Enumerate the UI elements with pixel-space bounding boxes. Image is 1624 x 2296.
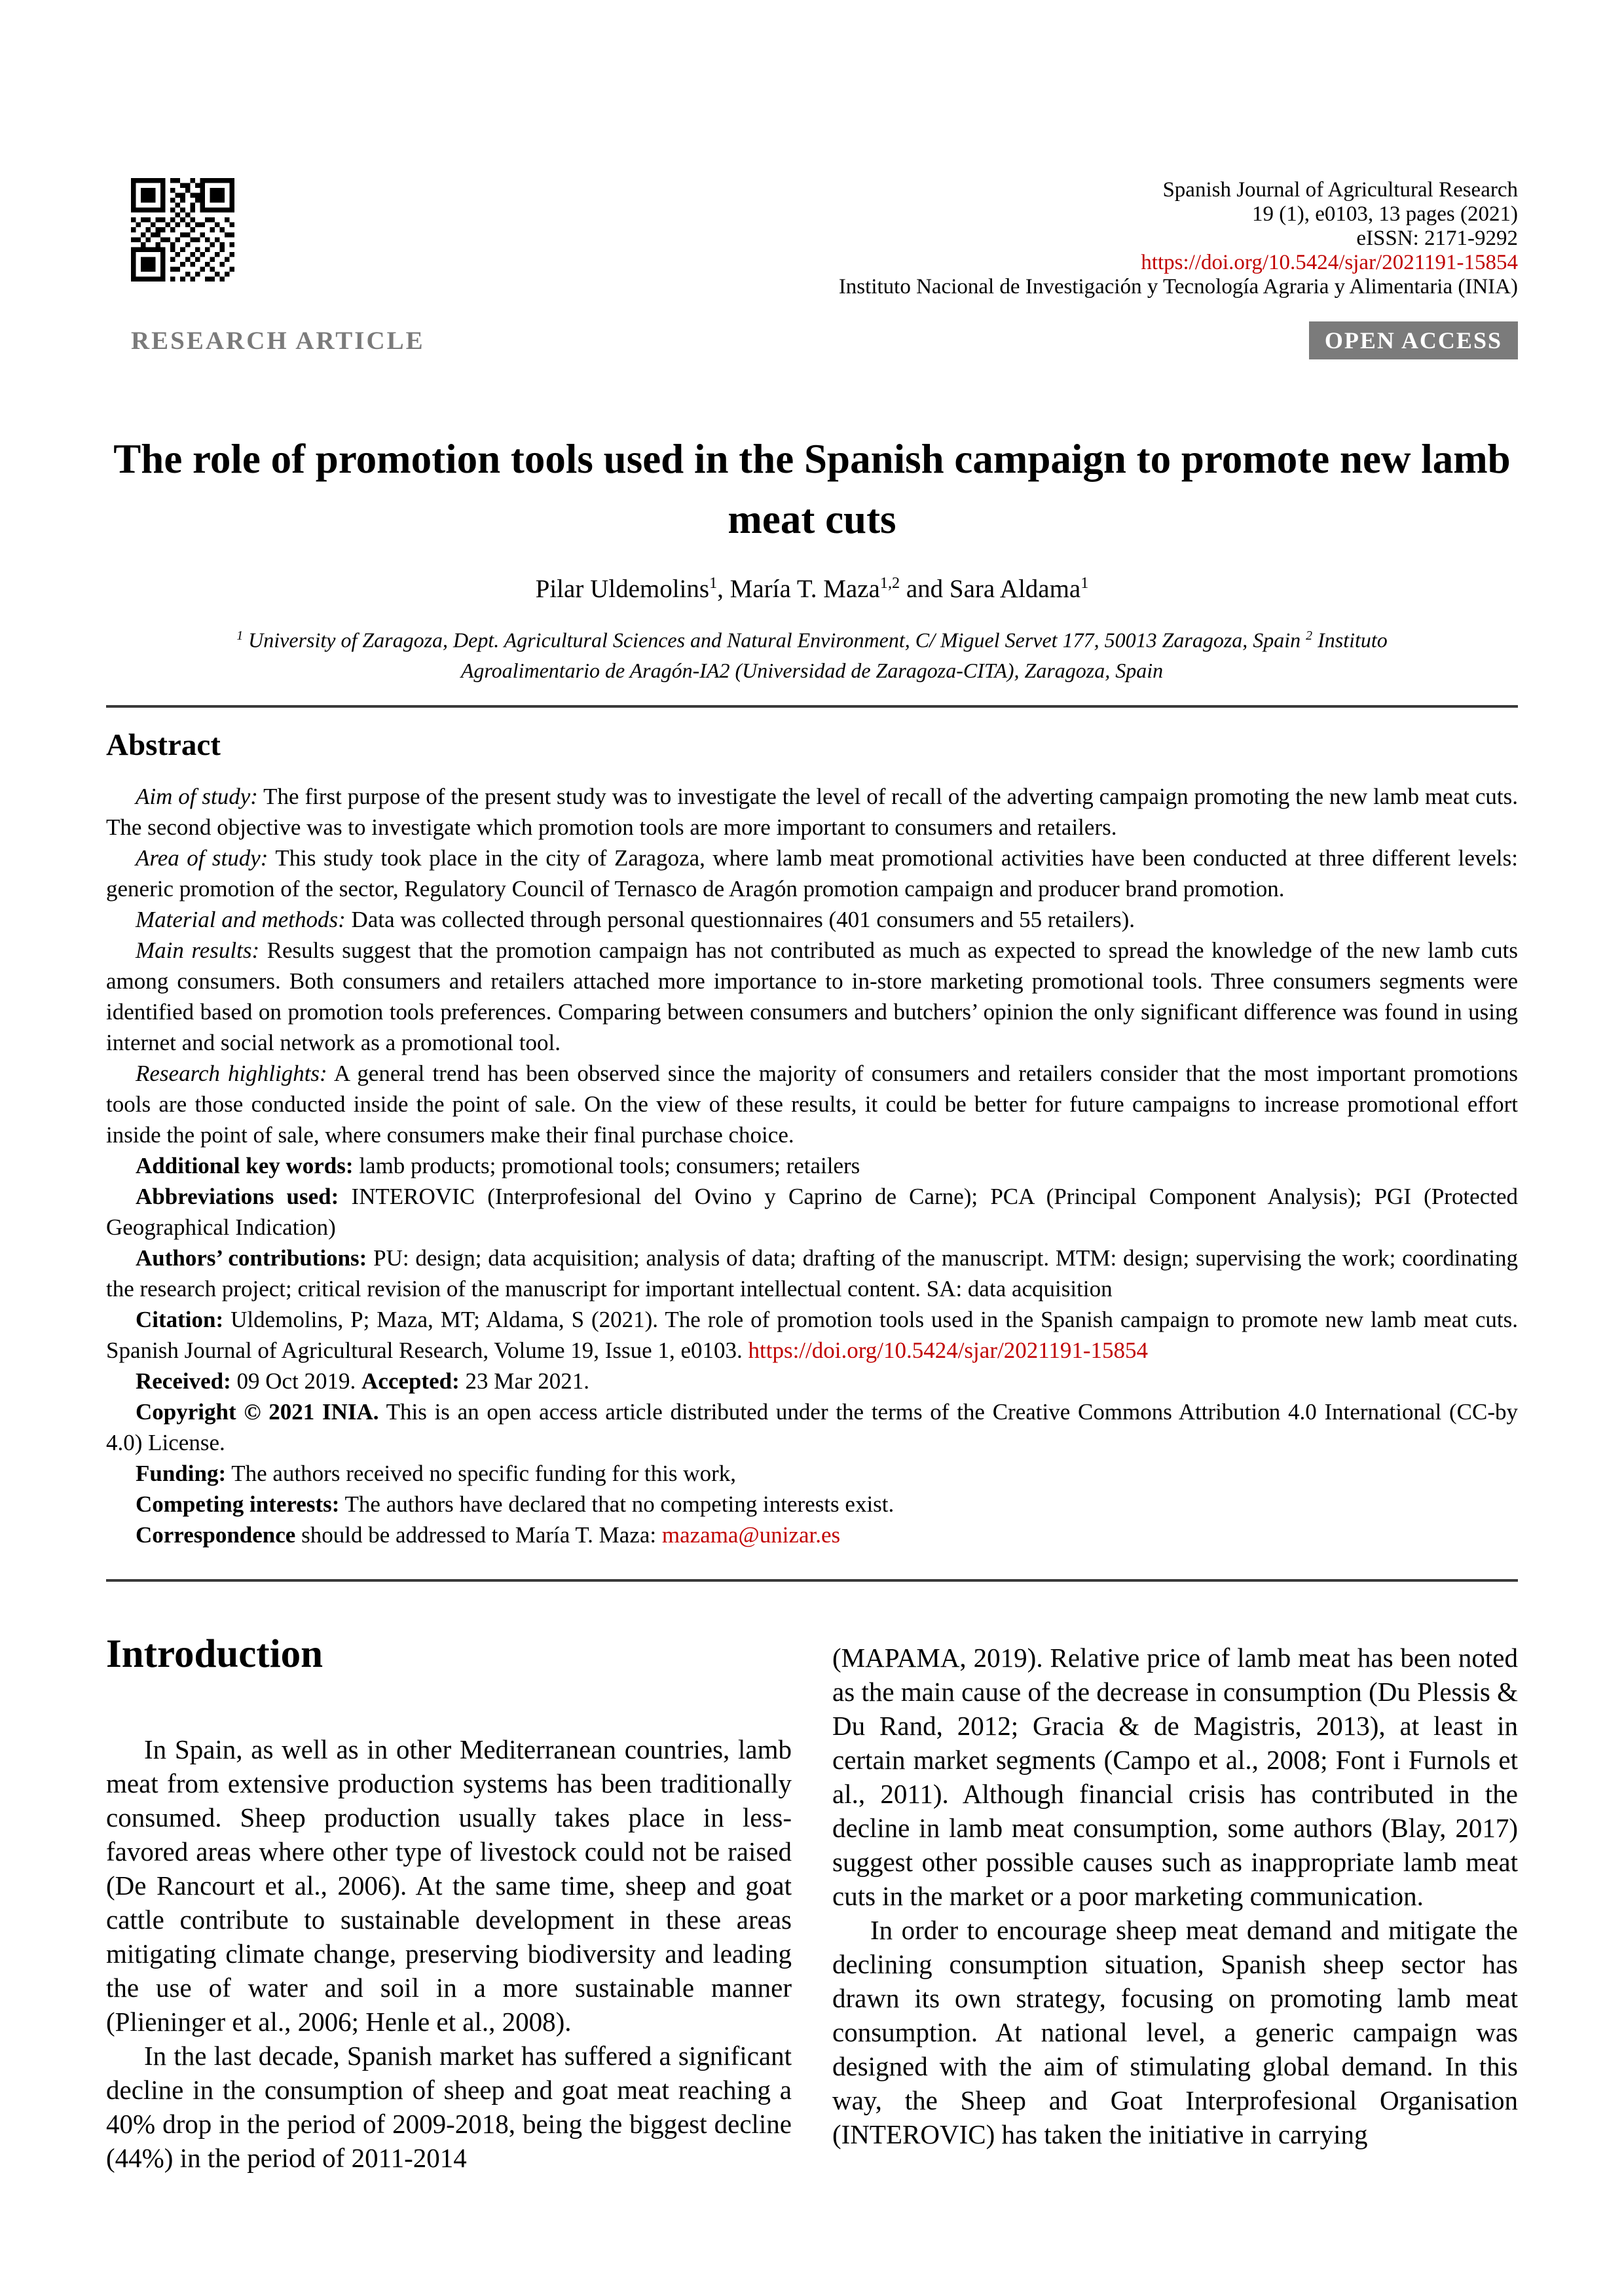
area-label: Area of study: xyxy=(136,845,268,871)
abstract-main-results xyxy=(106,935,1518,1058)
author-sup-3: 1 xyxy=(1080,574,1089,592)
intro-right-column xyxy=(832,1631,1518,2151)
affiliation-text-1: University of Zaragoza, Dept. Agricultural Sciences and Natural Environment, C/ Miguel Servet 177, 50013 Zaragoza, Spain xyxy=(243,628,1306,652)
qr-code-icon xyxy=(131,178,234,282)
author-name-3: Sara Aldama xyxy=(949,575,1081,603)
contributions-label: Authors’ contributions: xyxy=(136,1245,367,1271)
affiliation-text-2: Instituto Agroalimentario de Aragón-IA2 (Universidad de Zaragoza-CITA), Zaragoza, Spain xyxy=(460,628,1388,682)
accepted-label: Accepted: xyxy=(361,1368,460,1394)
authors-line xyxy=(106,574,1518,604)
author-name-2: María T. Maza xyxy=(729,575,880,603)
abstract-material xyxy=(106,904,1518,935)
material-text: Data was collected through personal questionnaires (401 consumers and 55 retailers). xyxy=(345,906,1135,932)
correspondence-email-link[interactable]: mazama@unizar.es xyxy=(661,1522,841,1548)
author-sup-1: 1 xyxy=(709,574,718,592)
article-type-row xyxy=(106,321,1518,359)
accepted-date: 23 Mar 2021. xyxy=(459,1368,590,1394)
abstract-funding xyxy=(106,1458,1518,1489)
divider-top xyxy=(106,705,1518,708)
doi-link[interactable]: https://doi.org/10.5424/sjar/2021191-15854 xyxy=(1141,251,1518,274)
abstract-competing xyxy=(106,1489,1518,1520)
intro-paragraph-3: (MAPAMA, 2019). Relative price of lamb meat has been noted as the main cause of the decrease in consumption (Du Plessis & Du Rand, 2012; Gracia & de Magistris, 2013), at least in certain market segments (Campo et al., 2008; Font i Furnols et al., 2011). Although financial crisis has contributed in the decline in lamb meat consumption, some authors (Blay, 2017) suggest other possible causes such as inappropriate lamb meat cuts in the market or a poor marketing communication. xyxy=(832,1642,1518,1911)
received-date: 09 Oct 2019. xyxy=(231,1368,362,1394)
open-access-badge: OPEN ACCESS xyxy=(1309,321,1518,359)
abstract-aim xyxy=(106,781,1518,843)
abbreviations-text: INTEROVIC (Interprofesional del Ovino y Caprino de Carne); PCA (Principal Component Analysis); PGI (Protected Geographical Indication) xyxy=(106,1183,1519,1240)
abstract-abbreviations xyxy=(106,1181,1518,1243)
competing-text: The authors have declared that no competing interests exist. xyxy=(339,1491,895,1517)
journal-institute: Instituto Nacional de Investigación y Tecnología Agraria y Alimentaria (INIA) xyxy=(838,275,1518,299)
journal-name: Spanish Journal of Agricultural Research xyxy=(1162,178,1518,202)
author-name-1: Pilar Uldemolins xyxy=(535,575,710,603)
journal-info-block xyxy=(839,178,1518,299)
affiliations-line xyxy=(106,621,1518,685)
highlights-label: Research highlights: xyxy=(136,1060,327,1086)
main-results-label: Main results: xyxy=(136,937,260,963)
funding-label: Funding: xyxy=(136,1460,227,1486)
journal-issue: 19 (1), e0103, 13 pages (2021) xyxy=(1252,202,1518,226)
abstract-heading: Abstract xyxy=(106,727,221,762)
funding-text: The authors received no specific funding for this work, xyxy=(226,1460,736,1486)
copyright-label: Copyright © 2021 INIA. xyxy=(136,1398,379,1425)
contributions-text: PU: design; data acquisition; analysis of data; drafting of the manuscript. MTM: design; supervising the work; coordinating the research project; critical revision of the manuscript for important intellectual content. SA: data acquisition xyxy=(106,1245,1519,1302)
intro-paragraph-4: In order to encourage sheep meat demand and mitigate the declining consumption situation, Spanish sheep sector has drawn its own strategy, focusing on promoting lamb meat consumption. At national level, a generic campaign was designed with the aim of stimulating global demand. In this way, the Sheep and Goat Interprofesional Organisation (INTEROVIC) has taken the initiative in carrying xyxy=(832,1914,1518,2149)
aim-text: The first purpose of the present study was to investigate the level of recall of the adverting campaign promoting the new lamb meat cuts. The second objective was to investigate which promotion tools are more important to consumers and retailers. xyxy=(106,783,1518,840)
keywords-label: Additional key words: xyxy=(136,1152,354,1178)
author-separator: , xyxy=(717,575,730,603)
copyright-text: This is an open access article distributed under the terms of the Creative Commons Attribution 4.0 International (CC-by 4.0) License. xyxy=(106,1398,1519,1455)
abstract-copyright xyxy=(106,1396,1518,1458)
abstract-citation xyxy=(106,1304,1518,1366)
main-results-text: Results suggest that the promotion campaign has not contributed as much as expected to spread the knowledge of the new lamb cuts among consumers. Both consumers and retailers attached more importance to in-store marketing promotional tools. Three consumers segments were identified based on promotion tools preferences. Comparing between consumers and butchers’ opinion the only significant difference was found in using internet and social network as a promotional tool. xyxy=(106,937,1518,1055)
highlights-text: A general trend has been observed since the majority of consumers and retailers consider that the most important promotions tools are those conducted inside the point of sale. On the view of these results, it could be better for future campaigns to increase promotional effort inside the point of sale, where consumers make their final purchase choice. xyxy=(106,1060,1518,1148)
divider-bottom xyxy=(106,1579,1518,1582)
affiliation-sup-1: 1 xyxy=(236,629,244,643)
received-label: Received: xyxy=(136,1368,231,1394)
competing-label: Competing interests: xyxy=(136,1491,340,1517)
aim-label: Aim of study: xyxy=(136,783,258,809)
citation-doi-link[interactable]: https://doi.org/10.5424/sjar/2021191-15854 xyxy=(748,1337,1149,1363)
introduction-heading: Introduction xyxy=(106,1631,323,1676)
abstract-keywords xyxy=(106,1150,1518,1181)
citation-label: Citation: xyxy=(136,1306,224,1332)
abstract-area xyxy=(106,843,1518,904)
page-header xyxy=(106,178,1518,299)
abstract-highlights xyxy=(106,1058,1518,1150)
article-title: The role of promotion tools used in the Spanish campaign to promote new lamb meat cuts xyxy=(113,436,1511,542)
abstract-received xyxy=(106,1366,1518,1396)
citation-text: Uldemolins, P; Maza, MT; Aldama, S (2021). The role of promotion tools used in the Spanish campaign to promote new lamb meat cuts. Spanish Journal of Agricultural Research, Volume 19, Issue 1, e0103. xyxy=(106,1306,1518,1363)
intro-paragraph-1: In Spain, as well as in other Mediterranean countries, lamb meat from extensive production systems has been traditionally consumed. Sheep production usually takes place in less-favored areas where other type of livestock could not be raised (De Rancourt et al., 2006). At the same time, sheep and goat cattle contribute to sustainable development in these areas mitigating climate change, preserving biodiversity and leading the use of water and soil in a more sustainable manner (Plieninger et al., 2006; Henle et al., 2008). xyxy=(106,1734,792,2037)
intro-left-column xyxy=(106,1631,792,2175)
keywords-text: lamb products; promotional tools; consumers; retailers xyxy=(353,1152,860,1178)
journal-eissn: eISSN: 2171-9292 xyxy=(1356,227,1518,250)
author-sup-2: 1,2 xyxy=(879,574,900,592)
author-separator: and xyxy=(900,575,950,603)
correspondence-label: Correspondence xyxy=(136,1522,296,1548)
article-type-label: RESEARCH ARTICLE xyxy=(131,326,425,355)
abstract-contributions xyxy=(106,1243,1518,1304)
affiliation-sup-2: 2 xyxy=(1306,629,1313,643)
area-text: This study took place in the city of Zaragoza, where lamb meat promotional activities have been conducted at three different levels: generic promotion of the sector, Regulatory Council of Ternasco de Aragón promotion campaign and producer brand promotion. xyxy=(106,845,1518,902)
abbreviations-label: Abbreviations used: xyxy=(136,1183,339,1209)
abstract-correspondence xyxy=(106,1520,1518,1550)
intro-paragraph-2: In the last decade, Spanish market has suffered a significant decline in the consumption of sheep and goat meat reaching a 40% drop in the period of 2009-2018, being the biggest decline (44%) in the period of 2011-2014 xyxy=(106,2040,792,2173)
material-label: Material and methods: xyxy=(136,906,346,932)
introduction-section xyxy=(106,1631,1518,2175)
correspondence-text: should be addressed to María T. Maza: xyxy=(295,1522,662,1548)
